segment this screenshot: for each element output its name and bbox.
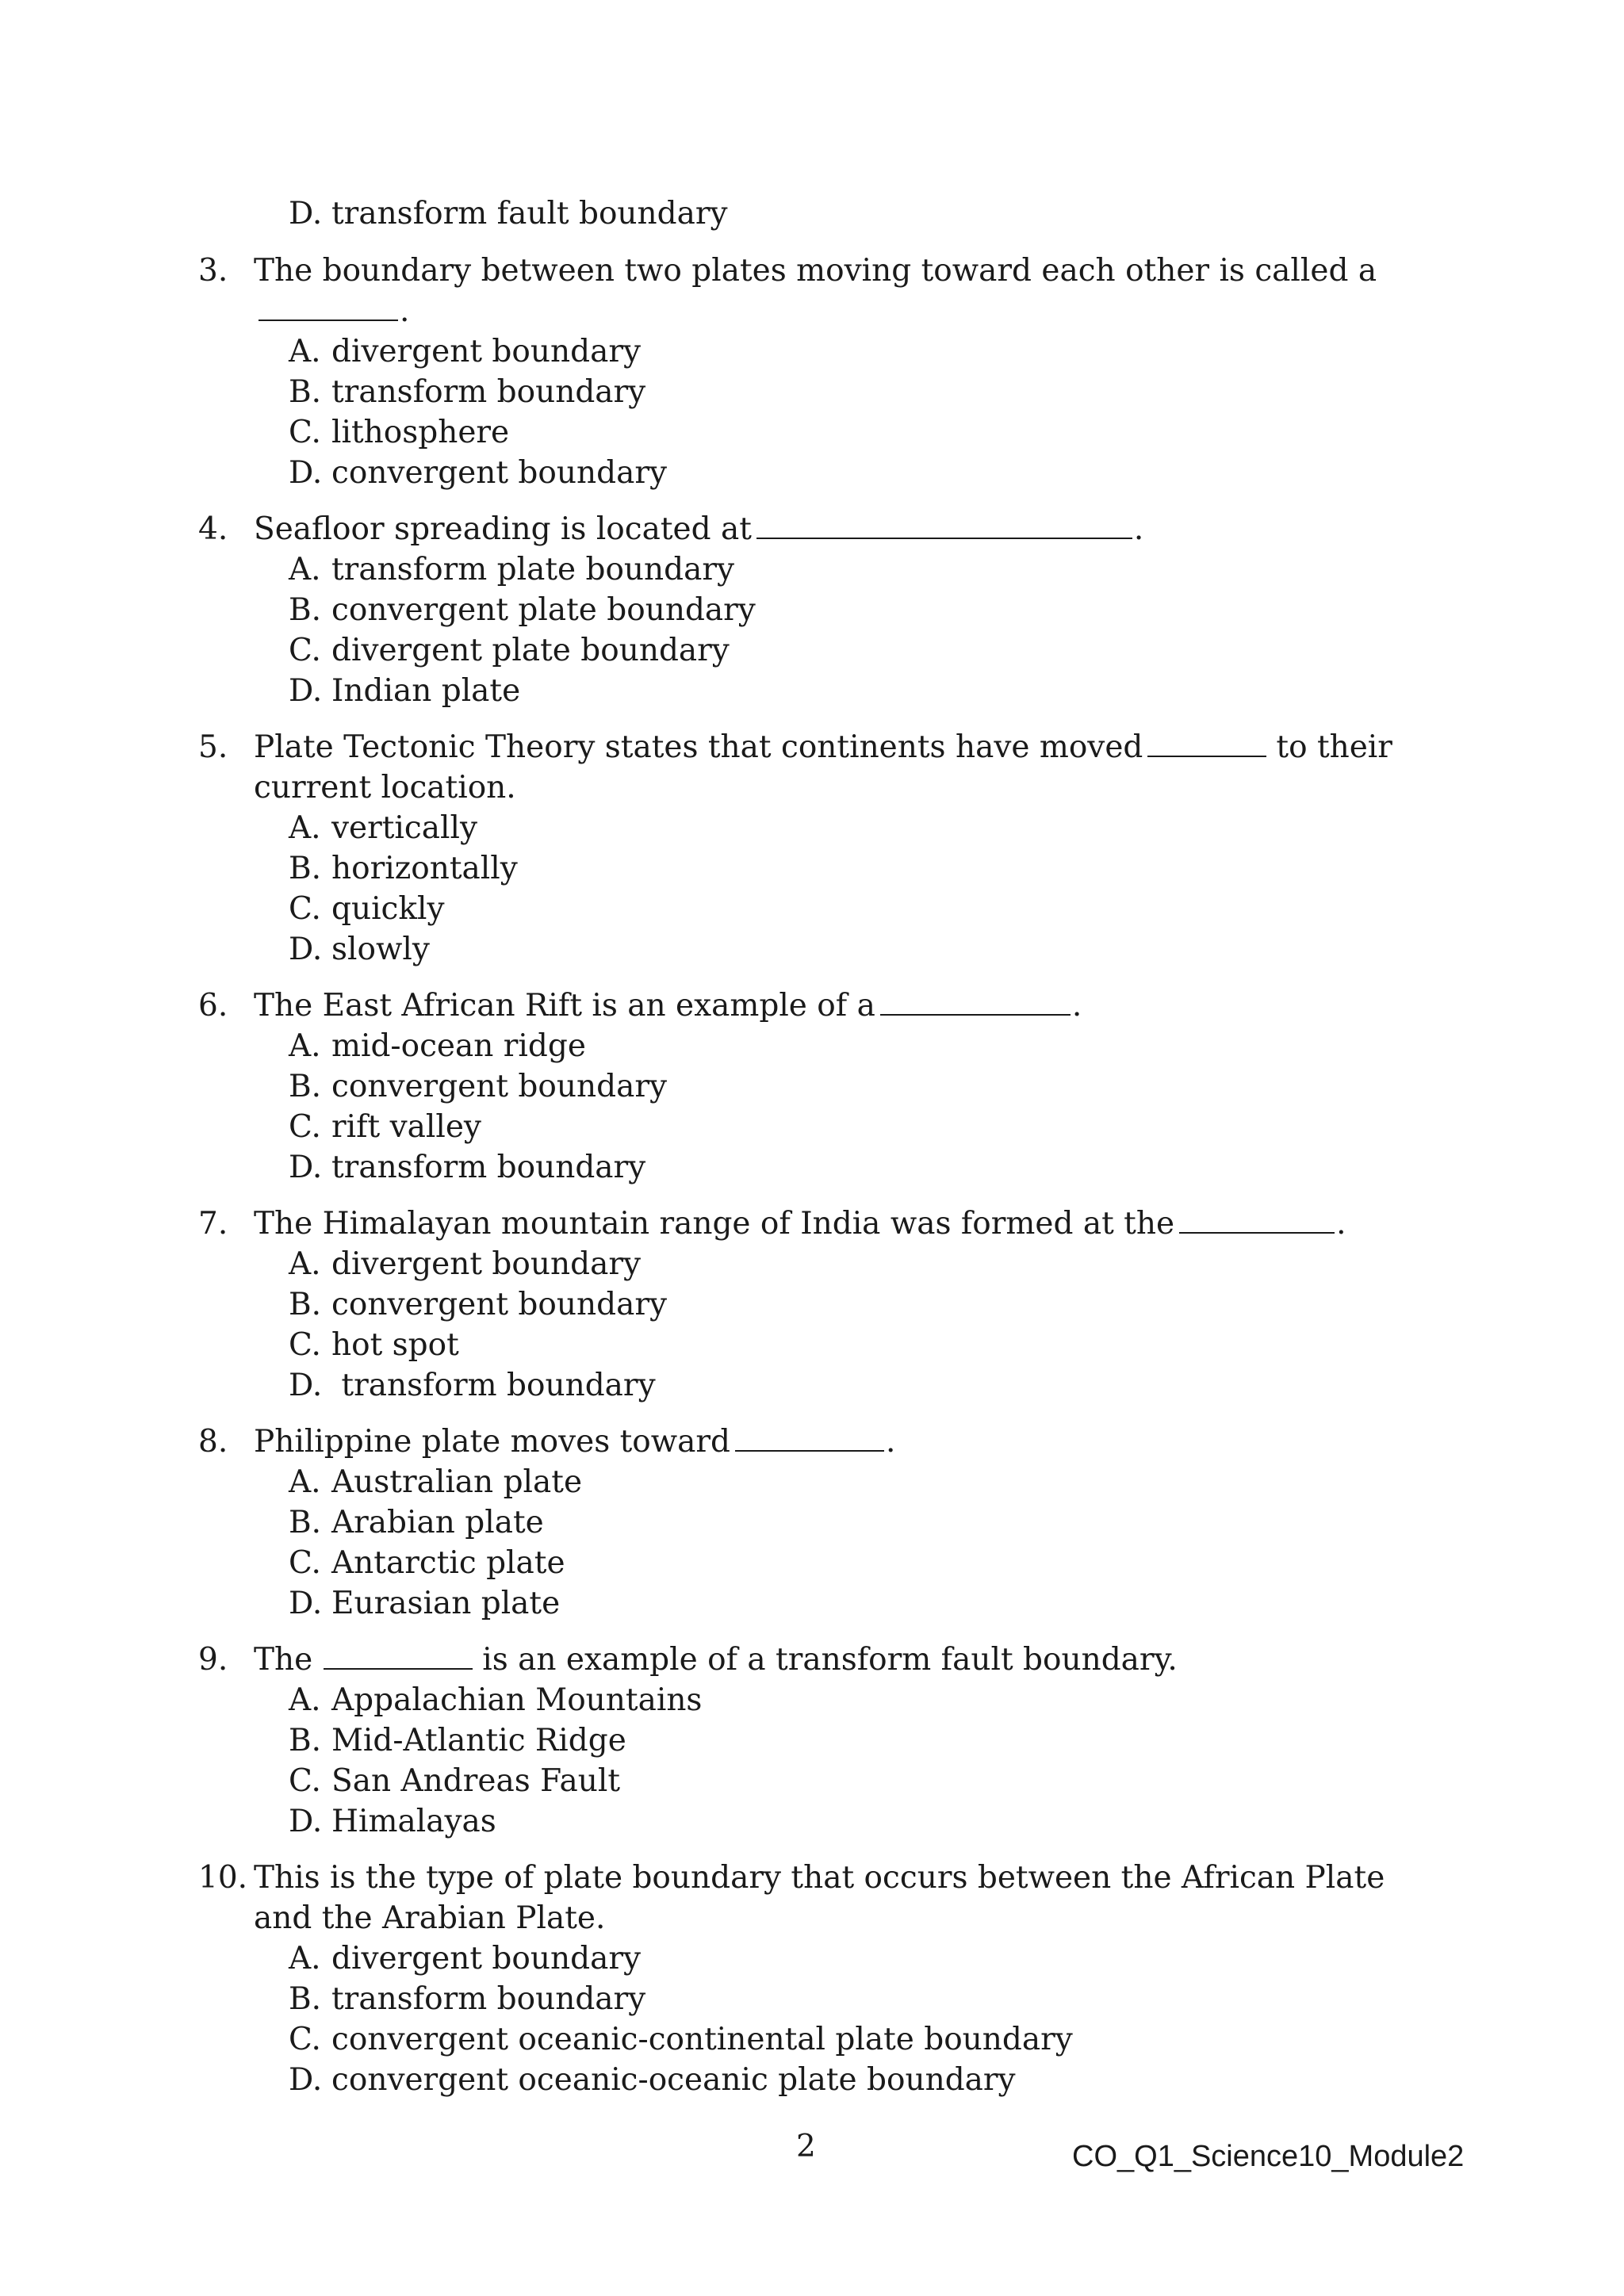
option-text: transform fault boundary xyxy=(331,196,728,232)
answer-blank xyxy=(1179,1205,1335,1234)
answer-blank xyxy=(735,1423,884,1452)
answer-blank xyxy=(259,293,398,321)
option-a: A. divergent boundary xyxy=(289,1941,641,1976)
option-list xyxy=(289,1680,1435,1842)
question-4 xyxy=(198,509,1435,711)
option-letter: D. xyxy=(289,196,323,232)
option-list xyxy=(289,808,1435,970)
question-stem: Philippine plate moves toward . xyxy=(254,1424,896,1460)
option-c: C. hot spot xyxy=(289,1327,459,1363)
option-a: A. Appalachian Mountains xyxy=(289,1682,703,1718)
option-a: A. divergent boundary xyxy=(289,1246,641,1282)
option-b: B. convergent boundary xyxy=(289,1287,668,1322)
answer-blank xyxy=(324,1641,473,1670)
answer-blank xyxy=(1147,729,1266,757)
question-6 xyxy=(198,985,1435,1188)
option-b: B. convergent plate boundary xyxy=(289,592,756,628)
option-c: C. divergent plate boundary xyxy=(289,633,730,668)
option-d: D. convergent boundary xyxy=(289,455,668,491)
option-c: C. San Andreas Fault xyxy=(289,1763,621,1799)
option-a: A. Australian plate xyxy=(289,1464,583,1500)
option-c: C. quickly xyxy=(289,891,445,927)
option-d: D. Eurasian plate xyxy=(289,1586,561,1621)
option-c: C. lithosphere xyxy=(289,415,510,450)
answer-blank xyxy=(756,511,1132,539)
option-a: A. divergent boundary xyxy=(289,334,641,369)
question-9 xyxy=(198,1640,1435,1842)
option-b: B. transform boundary xyxy=(289,374,646,410)
option-d: D. Himalayas xyxy=(289,1804,496,1839)
option-d: D. slowly xyxy=(289,932,430,967)
option-list xyxy=(289,549,1435,711)
option-list xyxy=(289,331,1435,493)
option-a: A. vertically xyxy=(289,810,477,846)
option-d: D. transform boundary xyxy=(289,1368,656,1403)
question-stem: The boundary between two plates moving toward each other is called a. xyxy=(254,253,1377,329)
option-c: C. convergent oceanic-continental plate boundary xyxy=(289,2022,1073,2057)
question-7 xyxy=(198,1203,1435,1406)
option-a: A. transform plate boundary xyxy=(289,552,735,587)
page-number: 2 xyxy=(796,2129,816,2164)
module-code: CO_Q1_Science10_Module2 xyxy=(1072,2140,1465,2173)
question-8 xyxy=(198,1422,1435,1624)
answer-blank xyxy=(880,987,1071,1016)
question-number: 8. xyxy=(198,1424,228,1460)
option-b: B. Mid-Atlantic Ridge xyxy=(289,1723,626,1758)
question-number: 7. xyxy=(198,1206,228,1242)
option-b: B. horizontally xyxy=(289,851,518,886)
option-b: B. transform boundary xyxy=(289,1981,646,2017)
option-d: D. transform boundary xyxy=(289,1150,646,1185)
option-d: D. convergent oceanic-oceanic plate boundary xyxy=(289,2062,1016,2098)
question-stem: Seafloor spreading is located at . xyxy=(254,511,1144,547)
question-stem: Plate Tectonic Theory states that continents have moved to their current location. xyxy=(254,729,1392,806)
question-number: 9. xyxy=(198,1642,228,1678)
option-list xyxy=(289,1462,1435,1624)
option-b: B. Arabian plate xyxy=(289,1505,544,1540)
question-stem: The Himalayan mountain range of India was formed at the . xyxy=(254,1206,1346,1242)
question-10 xyxy=(198,1858,1435,2100)
question-number: 4. xyxy=(198,511,228,547)
question-stem: This is the type of plate boundary that occurs between the African Plate and the Arabian Plate. xyxy=(254,1860,1385,1936)
question-number: 3. xyxy=(198,253,228,289)
question-number: 6. xyxy=(198,988,228,1024)
option-c: C. Antarctic plate xyxy=(289,1545,565,1581)
option-c: C. rift valley xyxy=(289,1109,481,1145)
question-stem: The is an example of a transform fault boundary. xyxy=(254,1642,1178,1678)
option-list xyxy=(289,1244,1435,1406)
option-b: B. convergent boundary xyxy=(289,1069,668,1104)
question-5 xyxy=(198,727,1435,970)
question-number: 10. xyxy=(198,1860,248,1896)
option-d: D. Indian plate xyxy=(289,673,521,709)
continued-option xyxy=(289,193,728,234)
question-stem: The East African Rift is an example of a . xyxy=(254,988,1082,1024)
option-a: A. mid-ocean ridge xyxy=(289,1028,586,1064)
option-list xyxy=(289,1026,1435,1188)
question-number: 5. xyxy=(198,729,228,765)
question-3 xyxy=(198,251,1435,493)
option-list xyxy=(289,1938,1435,2100)
question-list xyxy=(198,251,1435,2116)
